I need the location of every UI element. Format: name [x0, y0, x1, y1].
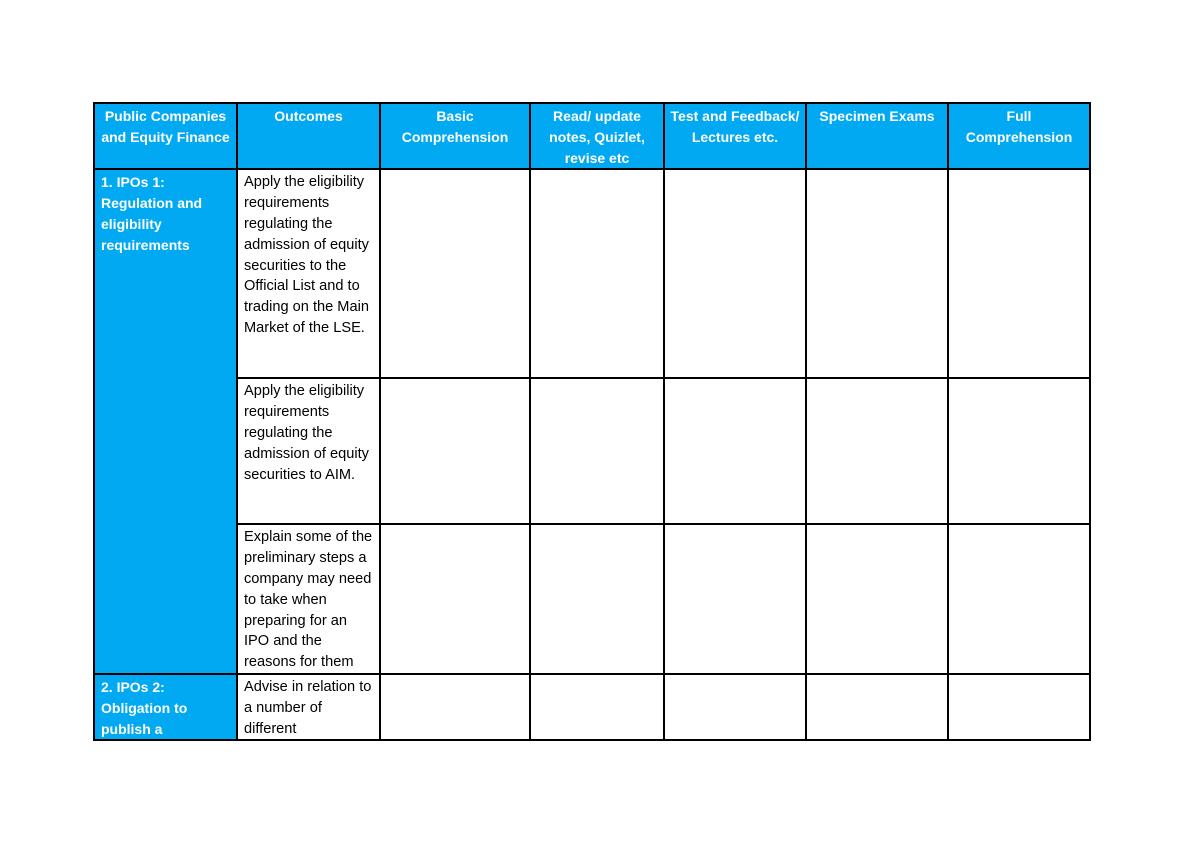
comprehension-tracker-table [93, 102, 1091, 741]
test-feedback-cell [664, 169, 806, 378]
table-row [94, 674, 1090, 740]
table-row [94, 524, 1090, 674]
test-feedback-cell [664, 378, 806, 524]
outcome-cell: Advise in relation to a number of different [237, 674, 380, 740]
basic-comprehension-cell [380, 674, 530, 740]
basic-comprehension-cell [380, 378, 530, 524]
read-update-cell [530, 674, 664, 740]
read-update-cell [530, 169, 664, 378]
header-basic-comprehension: Basic Comprehension [380, 103, 530, 169]
read-update-cell [530, 378, 664, 524]
table-row [94, 169, 1090, 378]
full-comprehension-cell [948, 169, 1090, 378]
full-comprehension-cell [948, 524, 1090, 674]
header-specimen-exams: Specimen Exams [806, 103, 948, 169]
header-outcomes: Outcomes [237, 103, 380, 169]
basic-comprehension-cell [380, 524, 530, 674]
read-update-cell [530, 524, 664, 674]
test-feedback-cell [664, 674, 806, 740]
header-test-and-feedback: Test and Feedback/ Lectures etc. [664, 103, 806, 169]
specimen-exams-cell [806, 378, 948, 524]
specimen-exams-cell [806, 524, 948, 674]
specimen-exams-cell [806, 674, 948, 740]
test-feedback-cell [664, 524, 806, 674]
outcome-cell: Apply the eligibility requirements regulating the admission of equity securities to AIM. [237, 378, 380, 524]
topic-cell-ipos-1: 1. IPOs 1: Regulation and eligibility requirements [94, 169, 237, 674]
basic-comprehension-cell [380, 169, 530, 378]
header-row [94, 103, 1090, 169]
specimen-exams-cell [806, 169, 948, 378]
header-topic: Public Companies and Equity Finance [94, 103, 237, 169]
full-comprehension-cell [948, 674, 1090, 740]
header-read-update-notes: Read/ update notes, Quizlet, revise etc [530, 103, 664, 169]
table-row [94, 378, 1090, 524]
topic-cell-ipos-2: 2. IPOs 2: Obligation to publish a [94, 674, 237, 740]
full-comprehension-cell [948, 378, 1090, 524]
outcome-cell: Explain some of the preliminary steps a company may need to take when preparing for an IPO and the reasons for them [237, 524, 380, 674]
outcome-cell: Apply the eligibility requirements regulating the admission of equity securities to the Official List and to trading on the Main Market of the LSE. [237, 169, 380, 378]
header-full-comprehension: Full Comprehension [948, 103, 1090, 169]
